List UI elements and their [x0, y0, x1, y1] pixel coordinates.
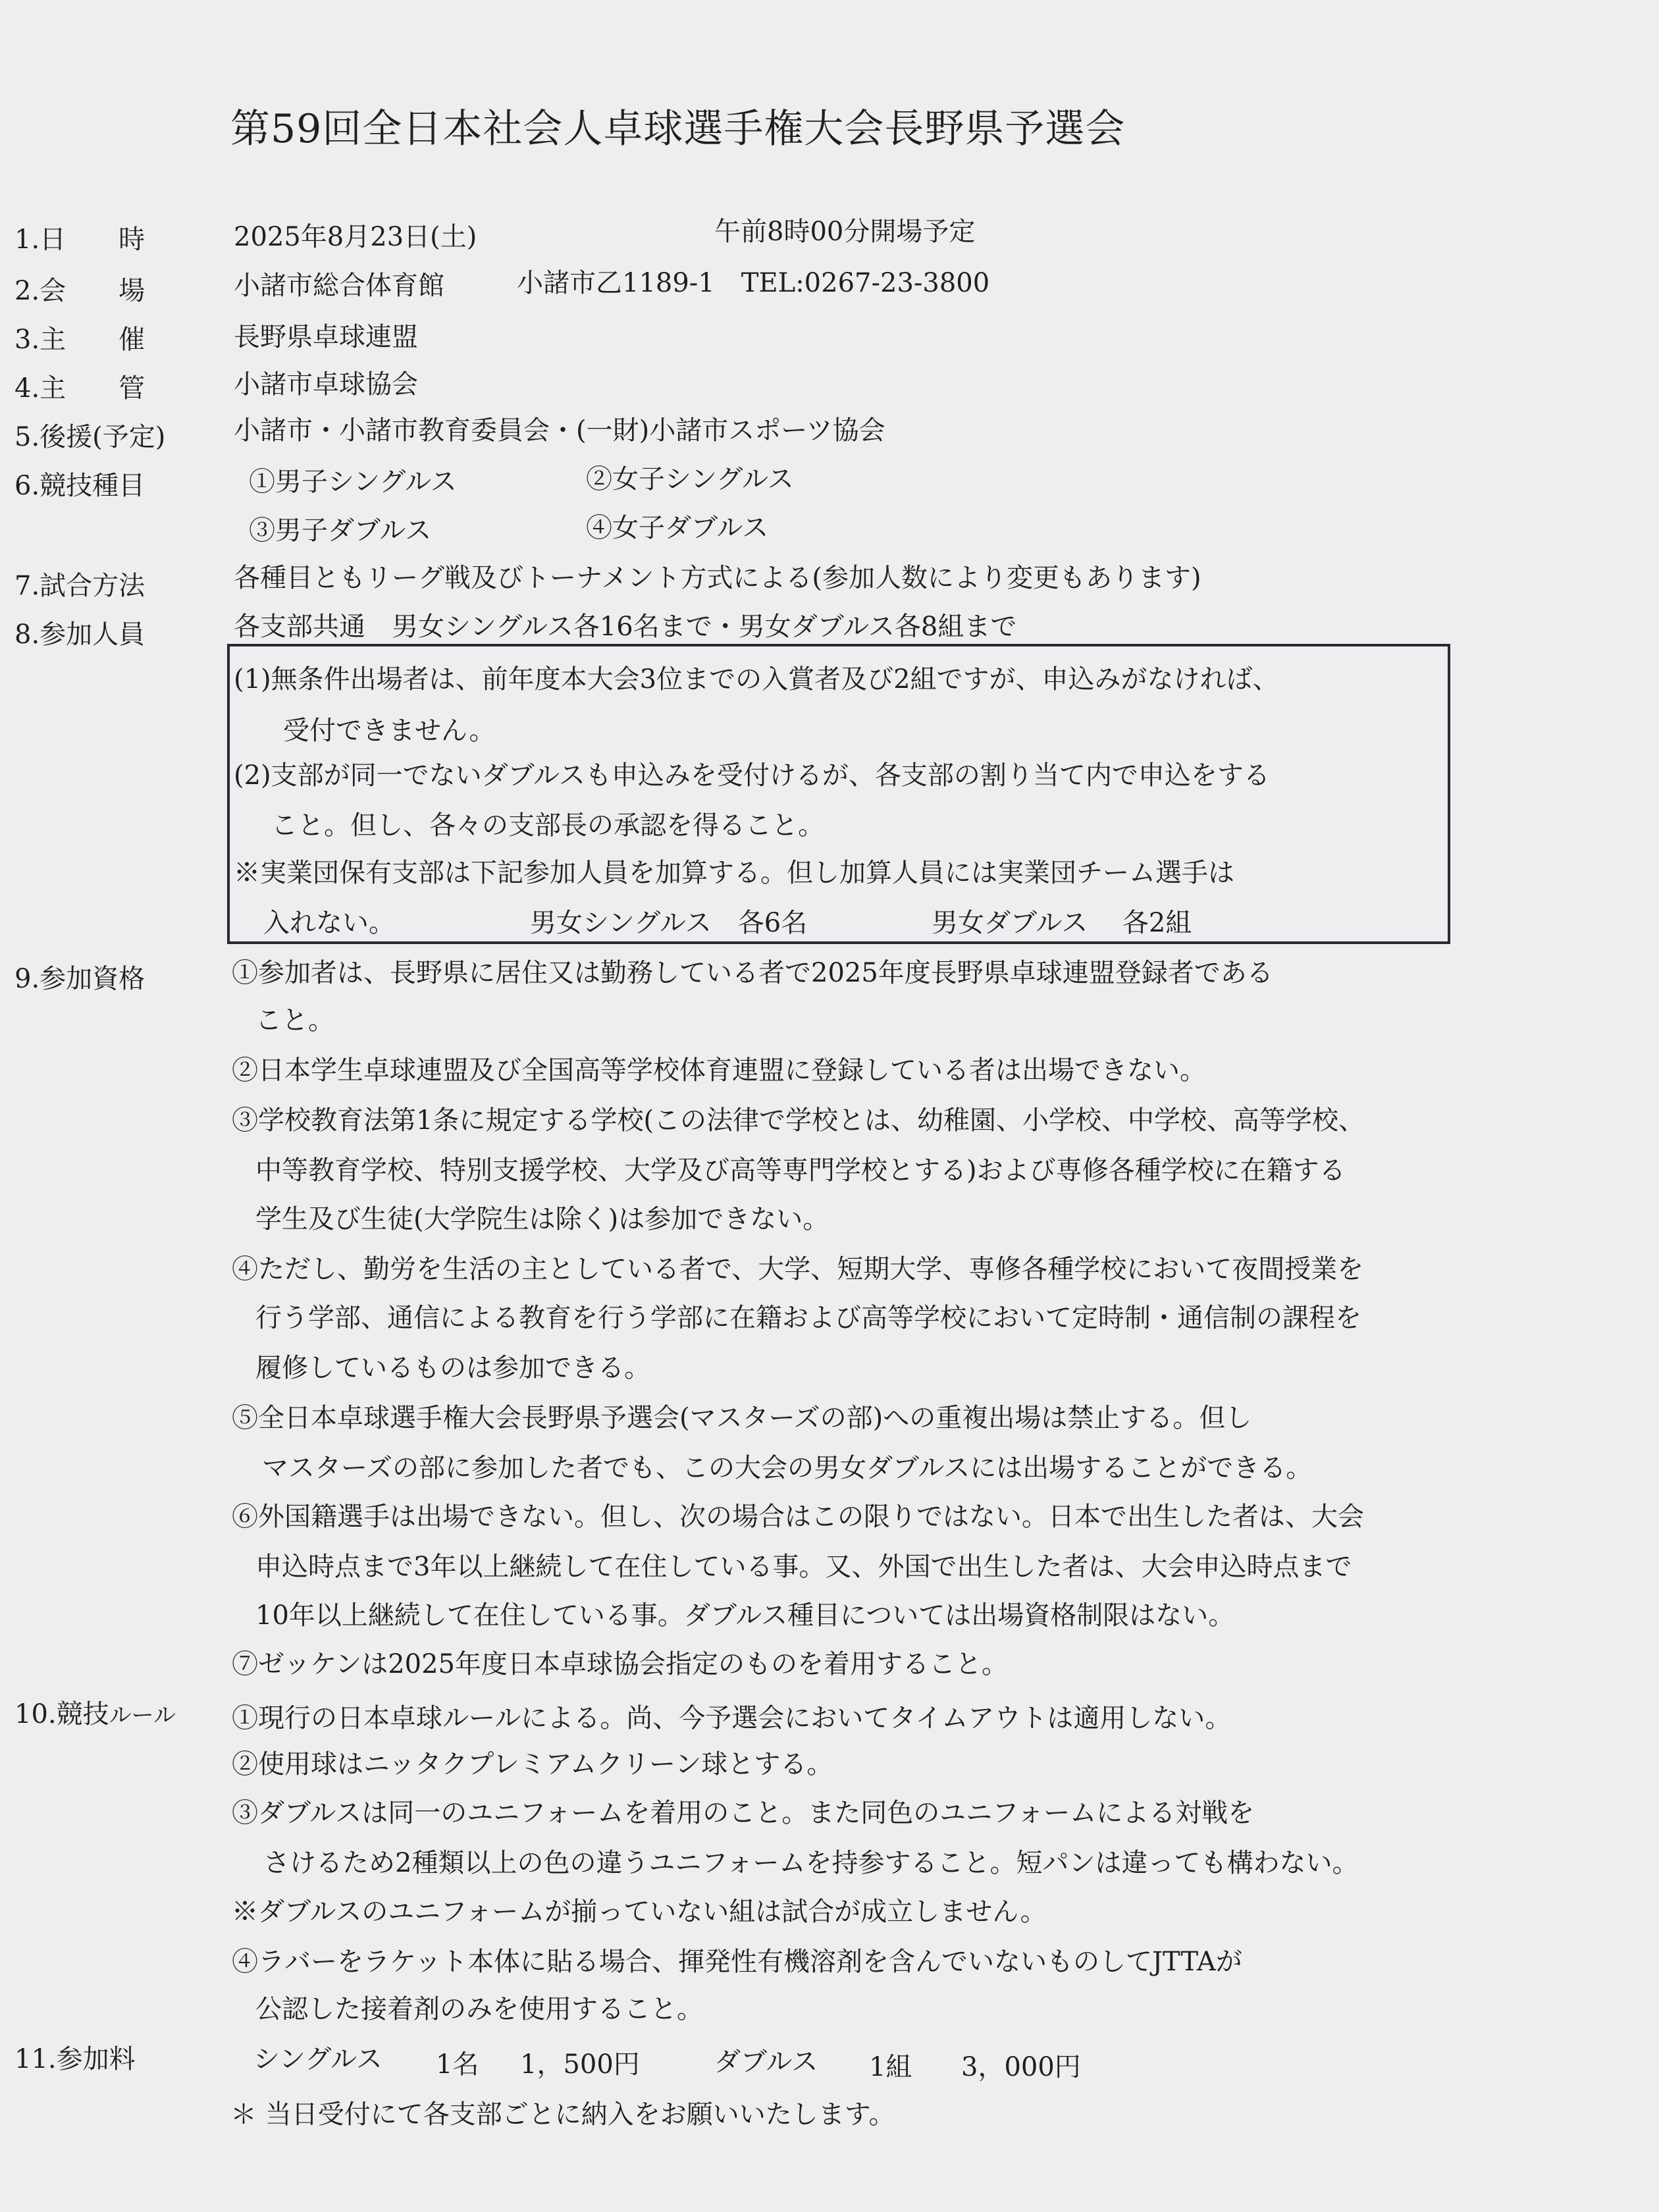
fee-doubles-price: 3，000円	[961, 2052, 1081, 2082]
fee-singles-price: 1，500円	[520, 2049, 640, 2080]
rules-line: ③ダブルスは同一のユニフォームを着用のこと。また同色のユニフォームによる対戦を	[232, 1798, 1255, 1828]
rules-line: ②使用球はニッタクプレミアムクリーン球とする。	[232, 1749, 833, 1779]
label-rules-suffix: ルール	[109, 1702, 176, 1729]
eligibility-line: こと。	[255, 1005, 334, 1036]
eligibility-line: ④ただし、勤労を生活の主としている者で、大学、短期大学、専修各種学校において夜間授業を	[232, 1254, 1364, 1284]
fee-note: ＊ 当日受付にて各支部ごとに納入をお願いいたします。	[230, 2099, 895, 2130]
label-manager: 4.主 管	[14, 373, 145, 404]
eligibility-line: 行う学部、通信による教育を行う学部に在籍および高等学校において定時制・通信制の課程を	[255, 1303, 1361, 1333]
value-method: 各種目ともリーグ戦及びトーナメント方式による(参加人数により変更もあります)	[234, 563, 1201, 593]
box-line: ※実業団保有支部は下記参加人員を加算する。但し加算人員には実業団チーム選手は	[234, 858, 1234, 888]
label-eligibility: 9.参加資格	[14, 964, 145, 994]
label-fee: 11.参加料	[14, 2044, 136, 2074]
eligibility-line: ①参加者は、長野県に居住又は勤務している者で2025年度長野県卓球連盟登録者である	[232, 958, 1273, 988]
box-line: 男女ダブルス 各2組	[932, 908, 1192, 938]
box-line: 入れない。	[263, 908, 395, 938]
label-events: 6.競技種目	[14, 471, 145, 501]
box-line: 受付できません。	[283, 716, 496, 746]
eligibility-line: ⑥外国籍選手は出場できない。但し、次の場合はこの限りではない。日本で出生した者は、大会	[232, 1502, 1364, 1532]
label-participants: 8.参加人員	[14, 619, 145, 650]
box-line: (2)支部が同一でないダブルスも申込みを受付けるが、各支部の割り当て内で申込をする	[234, 760, 1270, 791]
eligibility-line: 中等教育学校、特別支援学校、大学及び高等専門学校とする)および専修各種学校に在籍する	[255, 1155, 1346, 1186]
document-title: 第59回全日本社会人卓球選手権大会長野県予選会	[230, 106, 1126, 152]
label-venue: 2.会 場	[14, 276, 145, 306]
label-host: 3.主 催	[14, 325, 145, 355]
fee-doubles-unit: 1組	[869, 2052, 912, 2082]
eligibility-line: ②日本学生卓球連盟及び全国高等学校体育連盟に登録している者は出場できない。	[232, 1055, 1206, 1086]
value-participants: 各支部共通 男女シングルス各16名まで・男女ダブルス各8組まで	[234, 612, 1017, 642]
value-date-extra: 午前8時00分開場予定	[714, 217, 976, 247]
eligibility-line: 履修しているものは参加できる。	[255, 1353, 650, 1383]
eligibility-line: ⑦ゼッケンは2025年度日本卓球協会指定のものを着用すること。	[232, 1649, 1008, 1679]
value-venue-extra: 小諸市乙1189-1 TEL:0267-23-3800	[517, 268, 990, 298]
eligibility-line: 申込時点まで3年以上継続して在住している事。又、外国で出生した者は、大会申込時点まで	[255, 1552, 1352, 1582]
value-date: 2025年8月23日(土)	[234, 222, 477, 252]
rules-line: ①現行の日本卓球ルールによる。尚、今予選会においてタイムアウトは適用しない。	[232, 1703, 1232, 1733]
event-item: ③男子ダブルス	[249, 515, 432, 546]
rules-line: ※ダブルスのユニフォームが揃っていない組は試合が成立しません。	[232, 1897, 1047, 1927]
label-rules	[14, 1693, 176, 1731]
box-line: 男女シングルス 各6名	[530, 908, 808, 938]
eligibility-line: 10年以上継続して在住している事。ダブルス種目については出場資格制限はない。	[255, 1600, 1235, 1631]
eligibility-line: マスターズの部に参加した者でも、この大会の男女ダブルスには出場することができる。	[262, 1453, 1313, 1483]
value-venue: 小諸市総合体育館	[234, 271, 444, 301]
fee-singles-unit: 1名	[436, 2049, 479, 2080]
box-line: こと。但し、各々の支部長の承認を得ること。	[271, 810, 824, 841]
rules-line: 公認した接着剤のみを使用すること。	[255, 1994, 703, 2024]
rules-line: さけるため2種類以上の色の違うユニフォームを持参すること。短パンは違っても構わない。	[263, 1848, 1359, 1878]
label-date: 1.日 時	[14, 224, 145, 255]
label-method: 7.試合方法	[14, 571, 145, 601]
fee-doubles-label: ダブルス	[714, 2047, 818, 2077]
value-manager: 小諸市卓球協会	[234, 369, 418, 400]
rules-line: ④ラバーをラケット本体に貼る場合、揮発性有機溶剤を含んでいないものしてJTTAが	[232, 1947, 1242, 1977]
value-support: 小諸市・小諸市教育委員会・(一財)小諸市スポーツ協会	[234, 415, 885, 446]
eligibility-line: ③学校教育法第1条に規定する学校(この法律で学校とは、幼稚園、小学校、中学校、高等学校、	[232, 1105, 1365, 1136]
label-support: 5.後援(予定)	[14, 422, 166, 452]
event-item: ②女子シングルス	[586, 464, 794, 494]
eligibility-line: ⑤全日本卓球選手権大会長野県予選会(マスターズの部)への重複出場は禁止する。但し	[232, 1403, 1252, 1433]
value-host: 長野県卓球連盟	[234, 322, 418, 352]
label-rules-number: 10.競技	[14, 1699, 109, 1729]
eligibility-line: 学生及び生徒(大学院生は除く)は参加できない。	[255, 1204, 830, 1234]
event-item: ①男子シングルス	[249, 467, 457, 497]
event-item: ④女子ダブルス	[586, 513, 769, 543]
box-line: (1)無条件出場者は、前年度本大会3位までの入賞者及び2組ですが、申込みがなければ、	[234, 664, 1279, 695]
fee-singles-label: シングルス	[253, 2044, 382, 2074]
